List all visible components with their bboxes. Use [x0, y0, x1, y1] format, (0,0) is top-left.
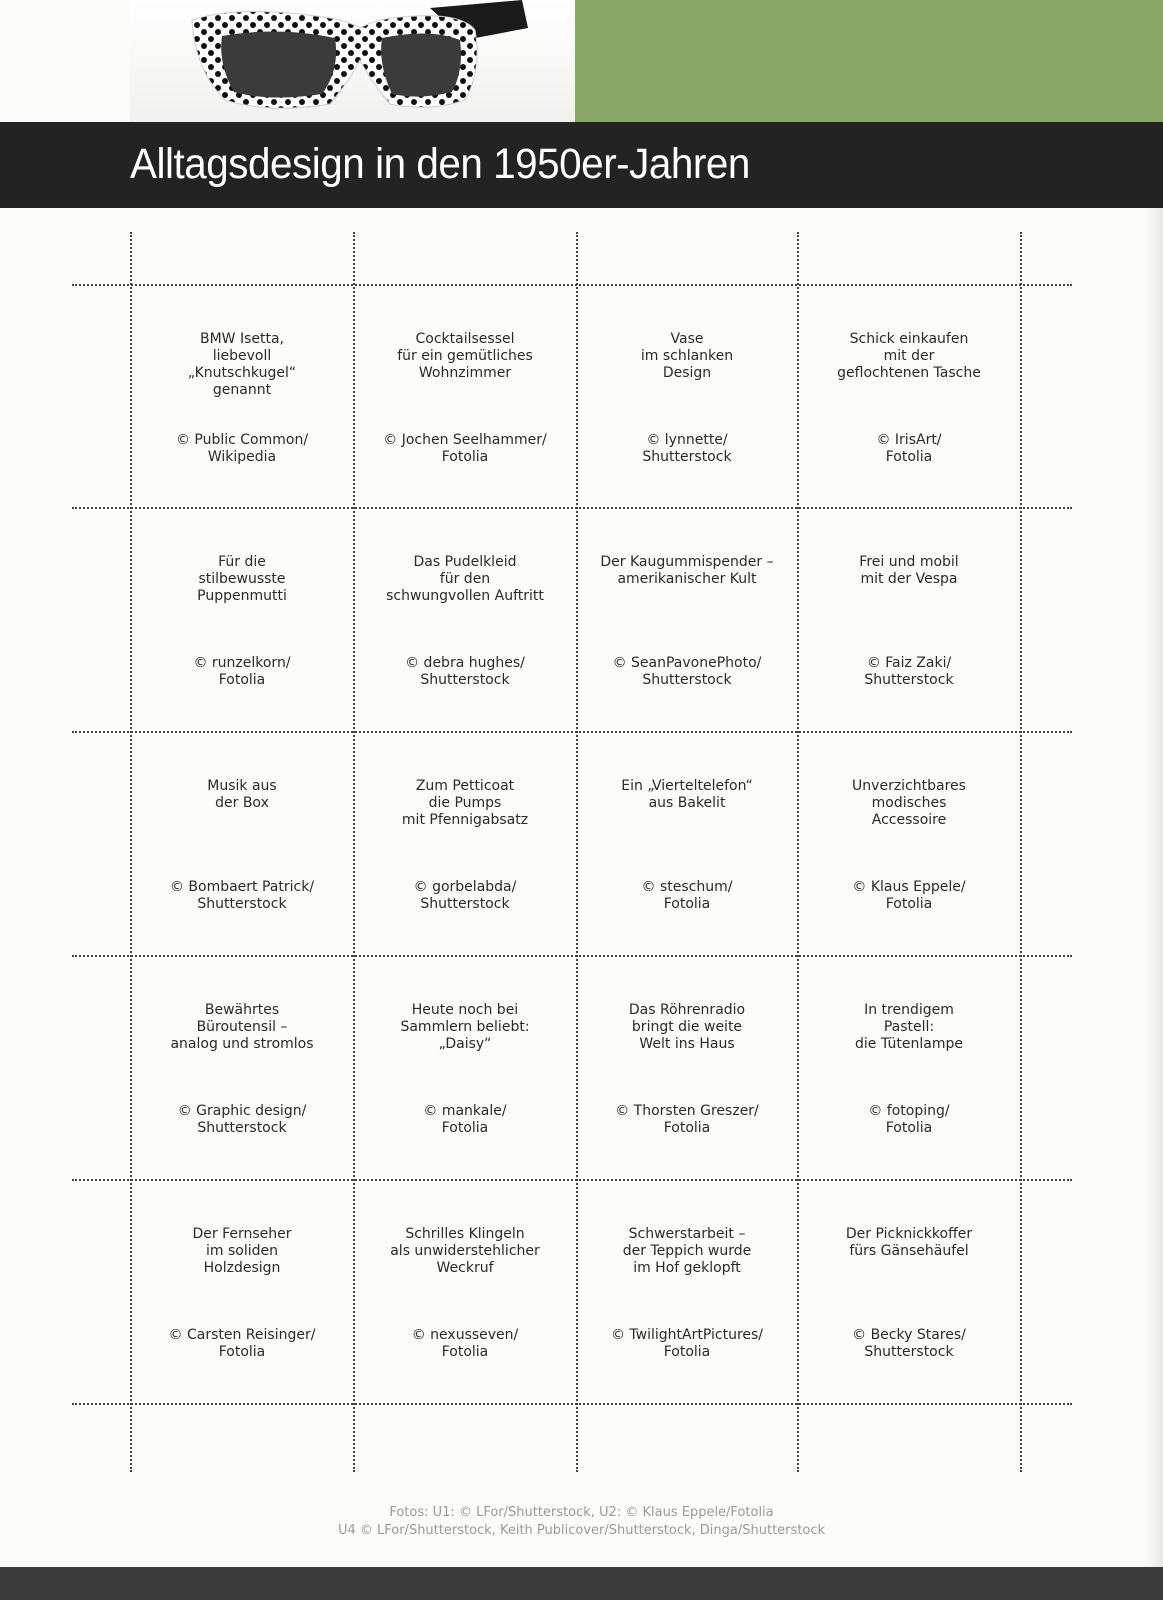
- page-title: Alltagsdesign in den 1950er-Jahren: [130, 140, 750, 188]
- stamp-description: Der Fernseher im soliden Holzdesign: [192, 1226, 292, 1276]
- stamp-description: Schrilles Klingeln als unwiderstehlicher Weckruf: [390, 1226, 540, 1276]
- stamp-credit: © Carsten Reisinger/ Fotolia: [168, 1327, 316, 1360]
- grid-line: [72, 1179, 1072, 1181]
- stamp-description: Musik aus der Box: [207, 778, 277, 811]
- stamp-description: Vase im schlanken Design: [640, 331, 734, 381]
- stamp-description: Heute noch bei Sammlern beliebt: „Daisy“: [400, 1002, 530, 1052]
- stamp-description: Unverzichtbares modisches Accessoire: [852, 778, 966, 828]
- grid-line: [1020, 232, 1022, 1472]
- stamp-credit: © Graphic design/ Shutterstock: [177, 1103, 307, 1136]
- grid-line: [130, 232, 132, 1472]
- stamp-description: BMW Isetta, liebevoll „Knutschkugel“ genannt: [187, 331, 297, 398]
- stamp-credit: © Klaus Eppele/ Fotolia: [852, 879, 966, 912]
- stamp-credit: © debra hughes/ Shutterstock: [405, 655, 525, 688]
- stamp-description: Das Pudelkleid für den schwungvollen Auftritt: [386, 554, 544, 604]
- stamp-credit: © mankale/ Fotolia: [423, 1103, 507, 1136]
- stamp-description: Frei und mobil mit der Vespa: [859, 554, 959, 587]
- footer-line: U4 © LFor/Shutterstock, Keith Publicover/Shutterstock, Dinga/Shutterstock: [337, 1523, 826, 1538]
- stamp-credit: © nexusseven/ Fotolia: [411, 1327, 519, 1360]
- stamp-credit: © Becky Stares/ Shutterstock: [852, 1327, 966, 1360]
- stamp-description: In trendigem Pastell: die Tütenlampe: [855, 1002, 963, 1052]
- stamp-description: Der Picknickkoffer fürs Gänsehäufel: [845, 1226, 973, 1259]
- stamp-description: Der Kaugummispender – amerikanischer Kult: [600, 554, 774, 587]
- footer-line: Fotos: U1: © LFor/Shutterstock, U2: © Klaus Eppele/Fotolia: [389, 1505, 774, 1520]
- stamp-credit: © lynnette/ Shutterstock: [642, 432, 732, 465]
- stamp-description: Schick einkaufen mit der geflochtenen Tasche: [837, 331, 981, 381]
- stamp-credit: © TwilightArtPictures/ Fotolia: [610, 1327, 764, 1360]
- stamp-description: Schwerstarbeit – der Teppich wurde im Hof geklopft: [622, 1226, 752, 1276]
- grid-line: [72, 731, 1072, 733]
- stamp-credit: © runzelkorn/ Fotolia: [193, 655, 291, 688]
- stamp-credit: © SeanPavonePhoto/ Shutterstock: [612, 655, 762, 688]
- stamp-description: Bewährtes Büroutensil – analog und stromlos: [170, 1002, 314, 1052]
- grid-line: [72, 284, 1072, 286]
- stamp-description: Ein „Vierteltelefon“ aus Bakelit: [621, 778, 753, 811]
- stamp-description: Cocktailsessel für ein gemütliches Wohnzimmer: [397, 331, 533, 381]
- photo-credits-footer: [0, 1504, 1163, 1540]
- stamp-description: Für die stilbewusste Puppenmutti: [197, 554, 287, 604]
- grid-line: [353, 232, 355, 1472]
- stamp-description: Zum Petticoat die Pumps mit Pfennigabsatz: [401, 778, 529, 828]
- stamp-credit: © gorbelabda/ Shutterstock: [413, 879, 517, 912]
- grid-line: [72, 507, 1072, 509]
- stamp-credit: © steschum/ Fotolia: [641, 879, 733, 912]
- stamp-credit: © Jochen Seelhammer/ Fotolia: [383, 432, 547, 465]
- grid-line: [797, 232, 799, 1472]
- grid-line: [72, 1403, 1072, 1405]
- grid-line: [576, 232, 578, 1472]
- stamp-credit: © IrisArt/ Fotolia: [876, 432, 942, 465]
- stamp-credit: © fotoping/ Fotolia: [868, 1103, 950, 1136]
- bottom-bar: [0, 1567, 1163, 1600]
- stamp-credit: © Thorsten Greszer/ Fotolia: [615, 1103, 759, 1136]
- stamp-credit: © Public Common/ Wikipedia: [175, 432, 309, 465]
- stamp-description: Das Röhrenradio bringt die weite Welt ins Haus: [628, 1002, 746, 1052]
- stamp-credit: © Bombaert Patrick/ Shutterstock: [169, 879, 315, 912]
- grid-line: [72, 955, 1072, 957]
- stamp-credit: © Faiz Zaki/ Shutterstock: [864, 655, 954, 688]
